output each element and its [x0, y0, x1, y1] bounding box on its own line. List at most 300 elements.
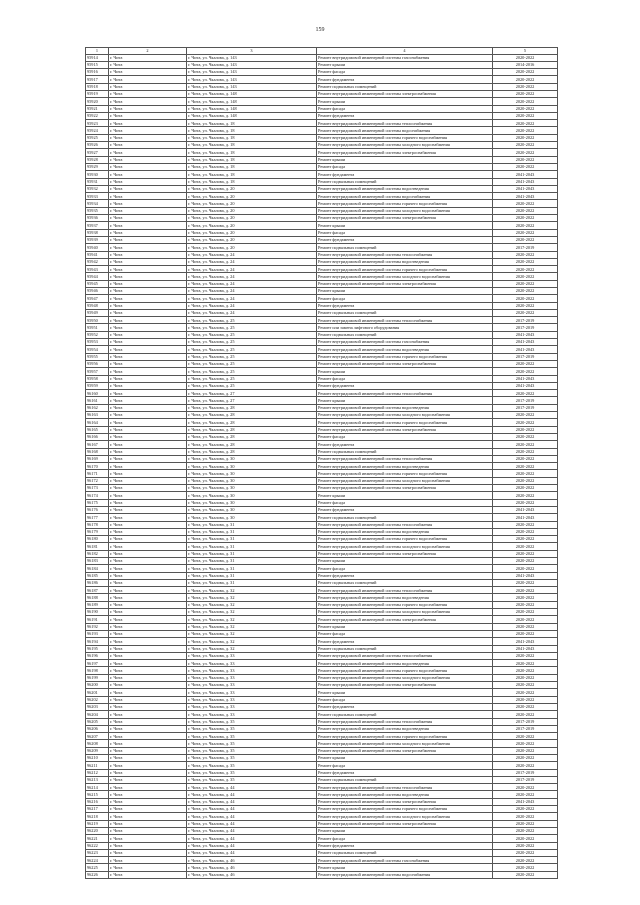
row-id-cell: 95950 [86, 317, 109, 324]
period-cell: 2020-2022 [493, 492, 558, 499]
row-id-cell: 96202 [86, 696, 109, 703]
address-cell: г. Чита, ул. Чкалова, д. 31 [187, 557, 317, 564]
work-type-cell: Ремонт фундамента [317, 572, 493, 579]
period-cell: 2020-2022 [493, 660, 558, 667]
period-cell: 2020-2022 [493, 565, 558, 572]
row-id-cell: 96198 [86, 667, 109, 674]
table-row [86, 61, 558, 68]
row-id-cell: 95955 [86, 353, 109, 360]
table-row [86, 820, 558, 827]
period-cell: 2020-2022 [493, 579, 558, 586]
table-row [86, 127, 558, 134]
work-type-cell: Ремонт внутридомовой инженерной системы горячего водоснабжения [317, 470, 493, 477]
municipality-cell: г. Чита [109, 171, 187, 178]
municipality-cell: г. Чита [109, 207, 187, 214]
table-row [86, 601, 558, 608]
period-cell: 2020-2022 [493, 302, 558, 309]
row-id-cell: 96183 [86, 557, 109, 564]
row-id-cell: 96200 [86, 682, 109, 689]
table-row [86, 207, 558, 214]
row-id-cell: 96168 [86, 448, 109, 455]
table-row [86, 54, 558, 61]
period-cell: 2020-2022 [493, 762, 558, 769]
period-cell: 2020-2022 [493, 594, 558, 601]
period-cell: 2041-2043 [493, 798, 558, 805]
work-type-cell: Ремонт фасада [317, 835, 493, 842]
municipality-cell: г. Чита [109, 317, 187, 324]
row-id-cell: 95939 [86, 236, 109, 243]
municipality-cell: г. Чита [109, 499, 187, 506]
table-row [86, 689, 558, 696]
column-number-4: 4 [317, 48, 493, 55]
address-cell: г. Чита, ул. Чкалова, д. 35 [187, 733, 317, 740]
address-cell: г. Чита, ул. Чкалова, д. 20 [187, 236, 317, 243]
work-type-cell: Ремонт внутридомовой инженерной системы холодного водоснабжения [317, 674, 493, 681]
period-cell: 2041-2043 [493, 185, 558, 192]
work-type-cell: Ремонт подвальных помещений [317, 309, 493, 316]
period-cell: 2020-2022 [493, 266, 558, 273]
municipality-cell: г. Чита [109, 813, 187, 820]
row-id-cell: 95936 [86, 215, 109, 222]
row-id-cell: 96186 [86, 579, 109, 586]
row-id-cell: 95923 [86, 120, 109, 127]
municipality-cell: г. Чита [109, 871, 187, 878]
address-cell: г. Чита, ул. Чкалова, д. 143 [187, 76, 317, 83]
period-cell: 2020-2022 [493, 543, 558, 550]
municipality-cell: г. Чита [109, 404, 187, 411]
period-cell: 2020-2022 [493, 156, 558, 163]
work-type-cell: Ремонт фасада [317, 229, 493, 236]
row-id-cell: 96192 [86, 623, 109, 630]
table-row [86, 587, 558, 594]
table-row [86, 258, 558, 265]
work-type-cell: Ремонт внутридомовой инженерной системы водоотведения [317, 346, 493, 353]
municipality-cell: г. Чита [109, 798, 187, 805]
table-row [86, 83, 558, 90]
work-type-cell: Ремонт крыши [317, 623, 493, 630]
municipality-cell: г. Чита [109, 280, 187, 287]
row-id-cell: 96210 [86, 755, 109, 762]
row-id-cell: 95954 [86, 346, 109, 353]
address-cell: г. Чита, ул. Чкалова, д. 20 [187, 229, 317, 236]
work-type-cell: Ремонт крыши [317, 61, 493, 68]
municipality-cell: г. Чита [109, 258, 187, 265]
row-id-cell: 96179 [86, 528, 109, 535]
work-type-cell: Ремонт внутридомовой инженерной системы теплоснабжения [317, 784, 493, 791]
address-cell: г. Чита, ул. Чкалова, д. 46 [187, 864, 317, 871]
municipality-cell: г. Чита [109, 193, 187, 200]
table-row [86, 499, 558, 506]
municipality-cell: г. Чита [109, 791, 187, 798]
address-cell: г. Чита, ул. Чкалова, д. 44 [187, 849, 317, 856]
address-cell: г. Чита, ул. Чкалова, д. 24 [187, 258, 317, 265]
row-id-cell: 96211 [86, 762, 109, 769]
row-id-cell: 95943 [86, 266, 109, 273]
table-row [86, 594, 558, 601]
municipality-cell: г. Чита [109, 842, 187, 849]
municipality-cell: г. Чита [109, 740, 187, 747]
work-type-cell: Ремонт внутридомовой инженерной системы электроснабжения [317, 280, 493, 287]
municipality-cell: г. Чита [109, 521, 187, 528]
municipality-cell: г. Чита [109, 470, 187, 477]
address-cell: г. Чита, ул. Чкалова, д. 31 [187, 521, 317, 528]
work-type-cell: Ремонт внутридомовой инженерной системы водоснабжения [317, 193, 493, 200]
repair-schedule-table [85, 47, 558, 879]
municipality-cell: г. Чита [109, 594, 187, 601]
municipality-cell: г. Чита [109, 244, 187, 251]
table-row [86, 455, 558, 462]
municipality-cell: г. Чита [109, 302, 187, 309]
period-cell: 2041-2043 [493, 638, 558, 645]
address-cell: г. Чита, ул. Чкалова, д. 18 [187, 120, 317, 127]
period-cell: 2020-2022 [493, 747, 558, 754]
row-id-cell: 95959 [86, 382, 109, 389]
address-cell: г. Чита, ул. Чкалова, д. 28 [187, 412, 317, 419]
address-cell: г. Чита, ул. Чкалова, д. 33 [187, 682, 317, 689]
period-cell: 2020-2022 [493, 455, 558, 462]
work-type-cell: Ремонт фасада [317, 762, 493, 769]
address-cell: г. Чита, ул. Чкалова, д. 24 [187, 266, 317, 273]
period-cell: 2020-2022 [493, 134, 558, 141]
address-cell: г. Чита, ул. Чкалова, д. 32 [187, 645, 317, 652]
municipality-cell: г. Чита [109, 90, 187, 97]
table-row [86, 178, 558, 185]
period-cell: 2017-2019 [493, 776, 558, 783]
table-row [86, 682, 558, 689]
municipality-cell: г. Чита [109, 76, 187, 83]
table-row [86, 134, 558, 141]
address-cell: г. Чита, ул. Чкалова, д. 30 [187, 485, 317, 492]
table-row [86, 419, 558, 426]
work-type-cell: Ремонт внутридомовой инженерной системы электроснабжения [317, 360, 493, 367]
row-id-cell: 95951 [86, 324, 109, 331]
municipality-cell: г. Чита [109, 215, 187, 222]
address-cell: г. Чита, ул. Чкалова, д. 35 [187, 740, 317, 747]
address-cell: г. Чита, ул. Чкалова, д. 25 [187, 353, 317, 360]
row-id-cell: 96215 [86, 791, 109, 798]
row-id-cell: 96201 [86, 689, 109, 696]
work-type-cell: Ремонт внутридомовой инженерной системы электроснабжения [317, 682, 493, 689]
period-cell: 2041-2043 [493, 375, 558, 382]
row-id-cell: 96204 [86, 711, 109, 718]
municipality-cell: г. Чита [109, 565, 187, 572]
table-row [86, 543, 558, 550]
period-cell: 2020-2022 [493, 426, 558, 433]
municipality-cell: г. Чита [109, 433, 187, 440]
table-row [86, 557, 558, 564]
table-row [86, 762, 558, 769]
period-cell: 2020-2022 [493, 229, 558, 236]
table-row [86, 251, 558, 258]
work-type-cell: Ремонт внутридомовой инженерной системы холодного водоснабжения [317, 412, 493, 419]
table-row [86, 412, 558, 419]
row-id-cell: 96219 [86, 820, 109, 827]
row-id-cell: 95940 [86, 244, 109, 251]
table-row [86, 506, 558, 513]
address-cell: г. Чита, ул. Чкалова, д. 25 [187, 339, 317, 346]
row-id-cell: 95929 [86, 163, 109, 170]
period-cell: 2020-2022 [493, 76, 558, 83]
address-cell: г. Чита, ул. Чкалова, д. 143 [187, 61, 317, 68]
row-id-cell: 96173 [86, 485, 109, 492]
table-row [86, 630, 558, 637]
row-id-cell: 96199 [86, 674, 109, 681]
table-row [86, 149, 558, 156]
row-id-cell: 95916 [86, 69, 109, 76]
row-id-cell: 96193 [86, 630, 109, 637]
table-row [86, 755, 558, 762]
row-id-cell: 96185 [86, 572, 109, 579]
municipality-cell: г. Чита [109, 251, 187, 258]
address-cell: г. Чита, ул. Чкалова, д. 30 [187, 455, 317, 462]
work-type-cell: Ремонт фундамента [317, 76, 493, 83]
period-cell: 2020-2022 [493, 864, 558, 871]
row-id-cell: 95921 [86, 105, 109, 112]
table-row [86, 98, 558, 105]
address-cell: г. Чита, ул. Чкалова, д. 30 [187, 506, 317, 513]
period-cell: 2020-2022 [493, 236, 558, 243]
table-row [86, 616, 558, 623]
address-cell: г. Чита, ул. Чкалова, д. 20 [187, 193, 317, 200]
table-row [86, 295, 558, 302]
row-id-cell: 95934 [86, 200, 109, 207]
municipality-cell: г. Чита [109, 849, 187, 856]
period-cell: 2020-2022 [493, 674, 558, 681]
row-id-cell: 96165 [86, 426, 109, 433]
work-type-cell: Ремонт внутридомовой инженерной системы холодного водоснабжения [317, 273, 493, 280]
address-cell: г. Чита, ул. Чкалова, д. 33 [187, 674, 317, 681]
row-id-cell: 96218 [86, 813, 109, 820]
municipality-cell: г. Чита [109, 120, 187, 127]
period-cell: 2020-2022 [493, 309, 558, 316]
work-type-cell: Ремонт крыши [317, 288, 493, 295]
work-type-cell: Ремонт внутридомовой инженерной системы горячего водоснабжения [317, 266, 493, 273]
work-type-cell: Ремонт фундамента [317, 638, 493, 645]
work-type-cell: Ремонт внутридомовой инженерной системы теплоснабжения [317, 120, 493, 127]
table-row [86, 638, 558, 645]
table-row [86, 857, 558, 864]
address-cell: г. Чита, ул. Чкалова, д. 46 [187, 871, 317, 878]
table-row [86, 485, 558, 492]
period-cell: 2017-2019 [493, 244, 558, 251]
work-type-cell: Ремонт фасада [317, 375, 493, 382]
row-id-cell: 96220 [86, 827, 109, 834]
row-id-cell: 96226 [86, 871, 109, 878]
row-id-cell: 96222 [86, 842, 109, 849]
municipality-cell: г. Чита [109, 769, 187, 776]
address-cell: г. Чита, ул. Чкалова, д. 28 [187, 433, 317, 440]
address-cell: г. Чита, ул. Чкалова, д. 28 [187, 441, 317, 448]
municipality-cell: г. Чита [109, 448, 187, 455]
address-cell: г. Чита, ул. Чкалова, д. 35 [187, 776, 317, 783]
period-cell: 2041-2043 [493, 645, 558, 652]
period-cell: 2041-2043 [493, 506, 558, 513]
work-type-cell: Ремонт внутридомовой инженерной системы электроснабжения [317, 215, 493, 222]
period-cell: 2020-2022 [493, 682, 558, 689]
work-type-cell: Ремонт внутридомовой инженерной системы горячего водоснабжения [317, 806, 493, 813]
work-type-cell: Ремонт внутридомовой инженерной системы горячего водоснабжения [317, 134, 493, 141]
municipality-cell: г. Чита [109, 463, 187, 470]
municipality-cell: г. Чита [109, 696, 187, 703]
address-cell: г. Чита, ул. Чкалова, д. 25 [187, 324, 317, 331]
work-type-cell: Ремонт крыши [317, 492, 493, 499]
municipality-cell: г. Чита [109, 857, 187, 864]
address-cell: г. Чита, ул. Чкалова, д. 31 [187, 565, 317, 572]
period-cell: 2041-2043 [493, 331, 558, 338]
municipality-cell: г. Чита [109, 601, 187, 608]
address-cell: г. Чита, ул. Чкалова, д. 30 [187, 514, 317, 521]
row-id-cell: 96166 [86, 433, 109, 440]
municipality-cell: г. Чита [109, 784, 187, 791]
work-type-cell: Ремонт фундамента [317, 382, 493, 389]
period-cell: 2017-2019 [493, 718, 558, 725]
work-type-cell: Ремонт фасада [317, 696, 493, 703]
municipality-cell: г. Чита [109, 864, 187, 871]
period-cell: 2041-2043 [493, 178, 558, 185]
table-row [86, 353, 558, 360]
work-type-cell: Ремонт крыши [317, 557, 493, 564]
period-cell: 2020-2022 [493, 200, 558, 207]
work-type-cell: Ремонт фасада [317, 499, 493, 506]
address-cell: г. Чита, ул. Чкалова, д. 46 [187, 857, 317, 864]
work-type-cell: Ремонт внутридомовой инженерной системы теплоснабжения [317, 251, 493, 258]
municipality-cell: г. Чита [109, 339, 187, 346]
period-cell: 2020-2022 [493, 849, 558, 856]
work-type-cell: Ремонт подвальных помещений [317, 645, 493, 652]
address-cell: г. Чита, ул. Чкалова, д. 32 [187, 587, 317, 594]
municipality-cell: г. Чита [109, 54, 187, 61]
table-row [86, 426, 558, 433]
work-type-cell: Ремонт внутридомовой инженерной системы электроснабжения [317, 747, 493, 754]
municipality-cell: г. Чита [109, 309, 187, 316]
table-row [86, 404, 558, 411]
period-cell: 2014-2016 [493, 61, 558, 68]
work-type-cell: Ремонт фундамента [317, 112, 493, 119]
table-row [86, 441, 558, 448]
table-row [86, 733, 558, 740]
row-id-cell: 96196 [86, 652, 109, 659]
table-body [86, 54, 558, 879]
row-id-cell: 96217 [86, 806, 109, 813]
work-type-cell: Ремонт крыши [317, 689, 493, 696]
address-cell: г. Чита, ул. Чкалова, д. 28 [187, 404, 317, 411]
period-cell: 2041-2043 [493, 339, 558, 346]
municipality-cell: г. Чита [109, 149, 187, 156]
period-cell: 2020-2022 [493, 791, 558, 798]
table-row [86, 120, 558, 127]
row-id-cell: 95937 [86, 222, 109, 229]
table-row [86, 536, 558, 543]
address-cell: г. Чита, ул. Чкалова, д. 30 [187, 477, 317, 484]
work-type-cell: Ремонт подвальных помещений [317, 83, 493, 90]
row-id-cell: 95918 [86, 83, 109, 90]
row-id-cell: 95925 [86, 134, 109, 141]
period-cell: 2020-2022 [493, 470, 558, 477]
municipality-cell: г. Чита [109, 441, 187, 448]
period-cell: 2020-2022 [493, 784, 558, 791]
table-row [86, 477, 558, 484]
row-id-cell: 96178 [86, 521, 109, 528]
municipality-cell: г. Чита [109, 134, 187, 141]
period-cell: 2020-2022 [493, 390, 558, 397]
municipality-cell: г. Чита [109, 623, 187, 630]
row-id-cell: 96175 [86, 499, 109, 506]
row-id-cell: 96212 [86, 769, 109, 776]
period-cell: 2020-2022 [493, 54, 558, 61]
address-cell: г. Чита, ул. Чкалова, д. 32 [187, 594, 317, 601]
municipality-cell: г. Чита [109, 163, 187, 170]
table-row [86, 448, 558, 455]
work-type-cell: Ремонт внутридомовой инженерной системы горячего водоснабжения [317, 601, 493, 608]
municipality-cell: г. Чита [109, 375, 187, 382]
table-row [86, 674, 558, 681]
address-cell: г. Чита, ул. Чкалова, д. 25 [187, 331, 317, 338]
table-row [86, 317, 558, 324]
period-cell: 2041-2043 [493, 346, 558, 353]
table-row [86, 302, 558, 309]
period-cell: 2020-2022 [493, 295, 558, 302]
address-cell: г. Чита, ул. Чкалова, д. 28 [187, 419, 317, 426]
row-id-cell: 96223 [86, 849, 109, 856]
table-row [86, 791, 558, 798]
table-row [86, 397, 558, 404]
row-id-cell: 95926 [86, 142, 109, 149]
row-id-cell: 96191 [86, 616, 109, 623]
row-id-cell: 96225 [86, 864, 109, 871]
municipality-cell: г. Чита [109, 185, 187, 192]
period-cell: 2020-2022 [493, 448, 558, 455]
work-type-cell: Ремонт подвальных помещений [317, 178, 493, 185]
row-id-cell: 96190 [86, 609, 109, 616]
address-cell: г. Чита, ул. Чкалова, д. 148 [187, 90, 317, 97]
work-type-cell: Ремонт подвальных помещений [317, 776, 493, 783]
table-row [86, 849, 558, 856]
table-row [86, 171, 558, 178]
table-row [86, 835, 558, 842]
period-cell: 2017-2019 [493, 353, 558, 360]
municipality-cell: г. Чита [109, 550, 187, 557]
address-cell: г. Чита, ул. Чкалова, д. 35 [187, 718, 317, 725]
period-cell: 2020-2022 [493, 616, 558, 623]
work-type-cell: Ремонт фасада [317, 295, 493, 302]
address-cell: г. Чита, ул. Чкалова, д. 30 [187, 463, 317, 470]
address-cell: г. Чита, ул. Чкалова, д. 31 [187, 543, 317, 550]
table-row [86, 339, 558, 346]
work-type-cell: Ремонт крыши [317, 98, 493, 105]
municipality-cell: г. Чита [109, 397, 187, 404]
table-row [86, 645, 558, 652]
period-cell: 2020-2022 [493, 806, 558, 813]
row-id-cell: 96214 [86, 784, 109, 791]
work-type-cell: Ремонт подвальных помещений [317, 448, 493, 455]
column-number-1: 1 [86, 48, 109, 55]
row-id-cell: 96172 [86, 477, 109, 484]
table-row [86, 331, 558, 338]
municipality-cell: г. Чита [109, 820, 187, 827]
period-cell: 2020-2022 [493, 120, 558, 127]
municipality-cell: г. Чита [109, 353, 187, 360]
period-cell: 2020-2022 [493, 163, 558, 170]
table-row [86, 827, 558, 834]
table-row [86, 871, 558, 878]
period-cell: 2020-2022 [493, 360, 558, 367]
municipality-cell: г. Чита [109, 776, 187, 783]
municipality-cell: г. Чита [109, 652, 187, 659]
table-row [86, 521, 558, 528]
work-type-cell: Ремонт внутридомовой инженерной системы горячего водоснабжения [317, 667, 493, 674]
address-cell: г. Чита, ул. Чкалова, д. 35 [187, 725, 317, 732]
work-type-cell: Ремонт внутридомовой инженерной системы электроснабжения [317, 798, 493, 805]
